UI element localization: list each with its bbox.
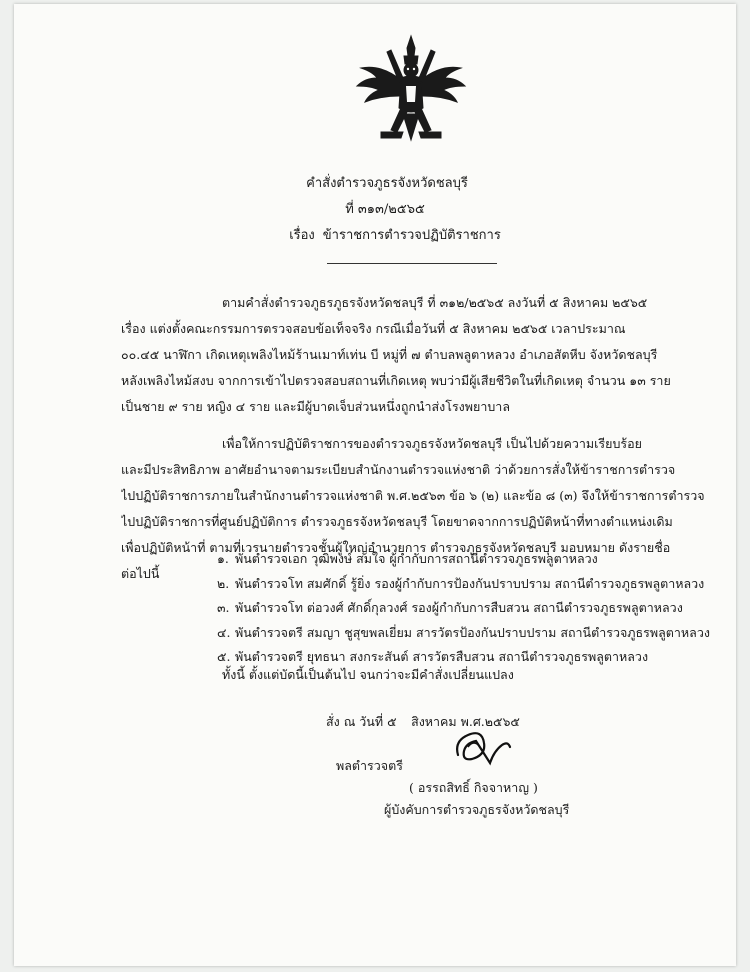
- assignee-list: [217, 547, 737, 670]
- item-text: พันตำรวจตรี ยุทธนา สงกระสันต์ สารวัตรสืบสวน สถานีตำรวจภูธรพลูตาหลวง: [235, 649, 649, 664]
- subject-text: ข้าราชการตำรวจปฏิบัติราชการ: [322, 228, 501, 243]
- garuda-emblem-icon: [351, 34, 471, 144]
- order-title: คำสั่งตำรวจภูธรจังหวัดชลบุรี: [306, 176, 468, 191]
- paragraph-line: เรื่อง แต่งตั้งคณะกรรมการตรวจสอบข้อเท็จจริง กรณีเมื่อวันที่ ๕ สิงหาคม ๒๕๖๕ เวลาประมาณ: [121, 321, 626, 336]
- paragraph-line: ไปปฏิบัติราชการภายในสำนักงานตำรวจแห่งชาติ พ.ศ.๒๕๖๓ ข้อ ๖ (๒) และข้อ ๘ (๓) จึงให้ข้าราชการตำรวจ: [121, 488, 705, 503]
- list-item: [217, 596, 737, 621]
- date-prefix: สั่ง ณ วันที่: [326, 714, 384, 729]
- subject-label: เรื่อง: [289, 228, 315, 243]
- signatory-name: ( อรรถสิทธิ์ กิจจาหาญ ): [409, 780, 538, 795]
- paragraph-line: เพื่อให้การปฏิบัติราชการของตำรวจภูธรจังหวัดชลบุรี เป็นไปด้วยความเรียบร้อย: [222, 436, 642, 451]
- item-number: ๓.: [217, 600, 230, 615]
- item-number: ๑.: [217, 551, 229, 566]
- item-number: ๔.: [217, 624, 231, 640]
- paragraph-line: ๐๐.๔๕ นาฬิกา เกิดเหตุเพลิงไหม้ร้านเมาท์เท่น บี หมู่ที่ ๗ ตำบลพลูตาหลวง อำเภอสัตหีบ จังหวัดชลบุรี: [121, 347, 658, 362]
- background-paragraph: [121, 290, 717, 420]
- paragraph-line: หลังเพลิงไหม้สงบ จากการเข้าไปตรวจสอบสถานที่เกิดเหตุ พบว่ามีผู้เสียชีวิตในที่เกิดเหตุ จำนวน ๑๓ ราย: [121, 373, 671, 388]
- list-item: [217, 572, 737, 597]
- handwritten-signature: [450, 725, 520, 771]
- item-text: พันตำรวจโท ต่อวงศ์ ศักดิ์กุลวงศ์ รองผู้กำกับการสืบสวน สถานีตำรวจภูธรพลูตาหลวง: [235, 600, 683, 615]
- item-number: ๒.: [217, 575, 230, 591]
- list-item: [217, 621, 737, 646]
- header-divider: [327, 263, 497, 264]
- item-text: พันตำรวจโท สมศักดิ์ รู้ยิ่ง รองผู้กำกับการป้องกันปราบปราม สถานีตำรวจภูธรพลูตาหลวง: [235, 575, 705, 591]
- item-number: ๕.: [217, 649, 231, 664]
- paragraph-line: ไปปฏิบัติราชการที่ศูนย์ปฏิบัติการ ตำรวจภูธรจังหวัดชลบุรี โดยขาดจากการปฏิบัติหน้าที่ทางตำแหน่งเดิม: [121, 514, 673, 529]
- paragraph-line: และมีประสิทธิภาพ อาศัยอำนาจตามระเบียบสำนักงานตำรวจแห่งชาติ ว่าด้วยการสั่งให้ข้าราชการตำรวจ: [121, 462, 676, 477]
- item-text: พันตำรวจตรี สมญา ชูสุขพลเยี่ยม สารวัตรป้องกันปราบปราม สถานีตำรวจภูธรพลูตาหลวง: [235, 624, 710, 640]
- signatory-position: ผู้บังคับการตำรวจภูธรจังหวัดชลบุรี: [384, 802, 570, 817]
- effective-clause: ทั้งนี้ ตั้งแต่บัดนี้เป็นต้นไป จนกว่าจะมีคำสั่งเปลี่ยนแปลง: [222, 667, 514, 682]
- paragraph-line: เพื่อปฏิบัติหน้าที่ ตามที่เวรนายตำรวจชั้นผู้ใหญ่อำนวยการ ตำรวจภูธรจังหวัดชลบุรี มอบหมาย ดังรายชื่อ: [121, 540, 671, 555]
- date-day: ๕: [387, 714, 397, 729]
- order-subject: [38, 224, 750, 245]
- item-text: พันตำรวจเอก วุฒิพงษ์ สมใจ ผู้กำกับการสถานีตำรวจภูธรพลูตาหลวง: [235, 551, 598, 566]
- date-suffix: สิงหาคม พ.ศ.๒๕๖๕: [411, 714, 520, 729]
- signatory-rank: พลตำรวจตรี: [336, 758, 403, 773]
- order-number: ที่ ๓๑๓/๒๕๖๕: [345, 202, 425, 217]
- document-page: [14, 4, 736, 966]
- list-item: [217, 547, 737, 572]
- paragraph-line: ต่อไปนี้: [121, 566, 160, 581]
- paragraph-line: เป็นชาย ๙ ราย หญิง ๔ ราย และมีผู้บาดเจ็บส่วนหนึ่งถูกนำส่งโรงพยาบาล: [121, 399, 510, 414]
- paragraph-line: ตามคำสั่งตำรวจภูธรภูธรจังหวัดชลบุรี ที่ ๓๑๒/๒๕๖๕ ลงวันที่ ๕ สิงหาคม ๒๕๖๕: [222, 295, 648, 310]
